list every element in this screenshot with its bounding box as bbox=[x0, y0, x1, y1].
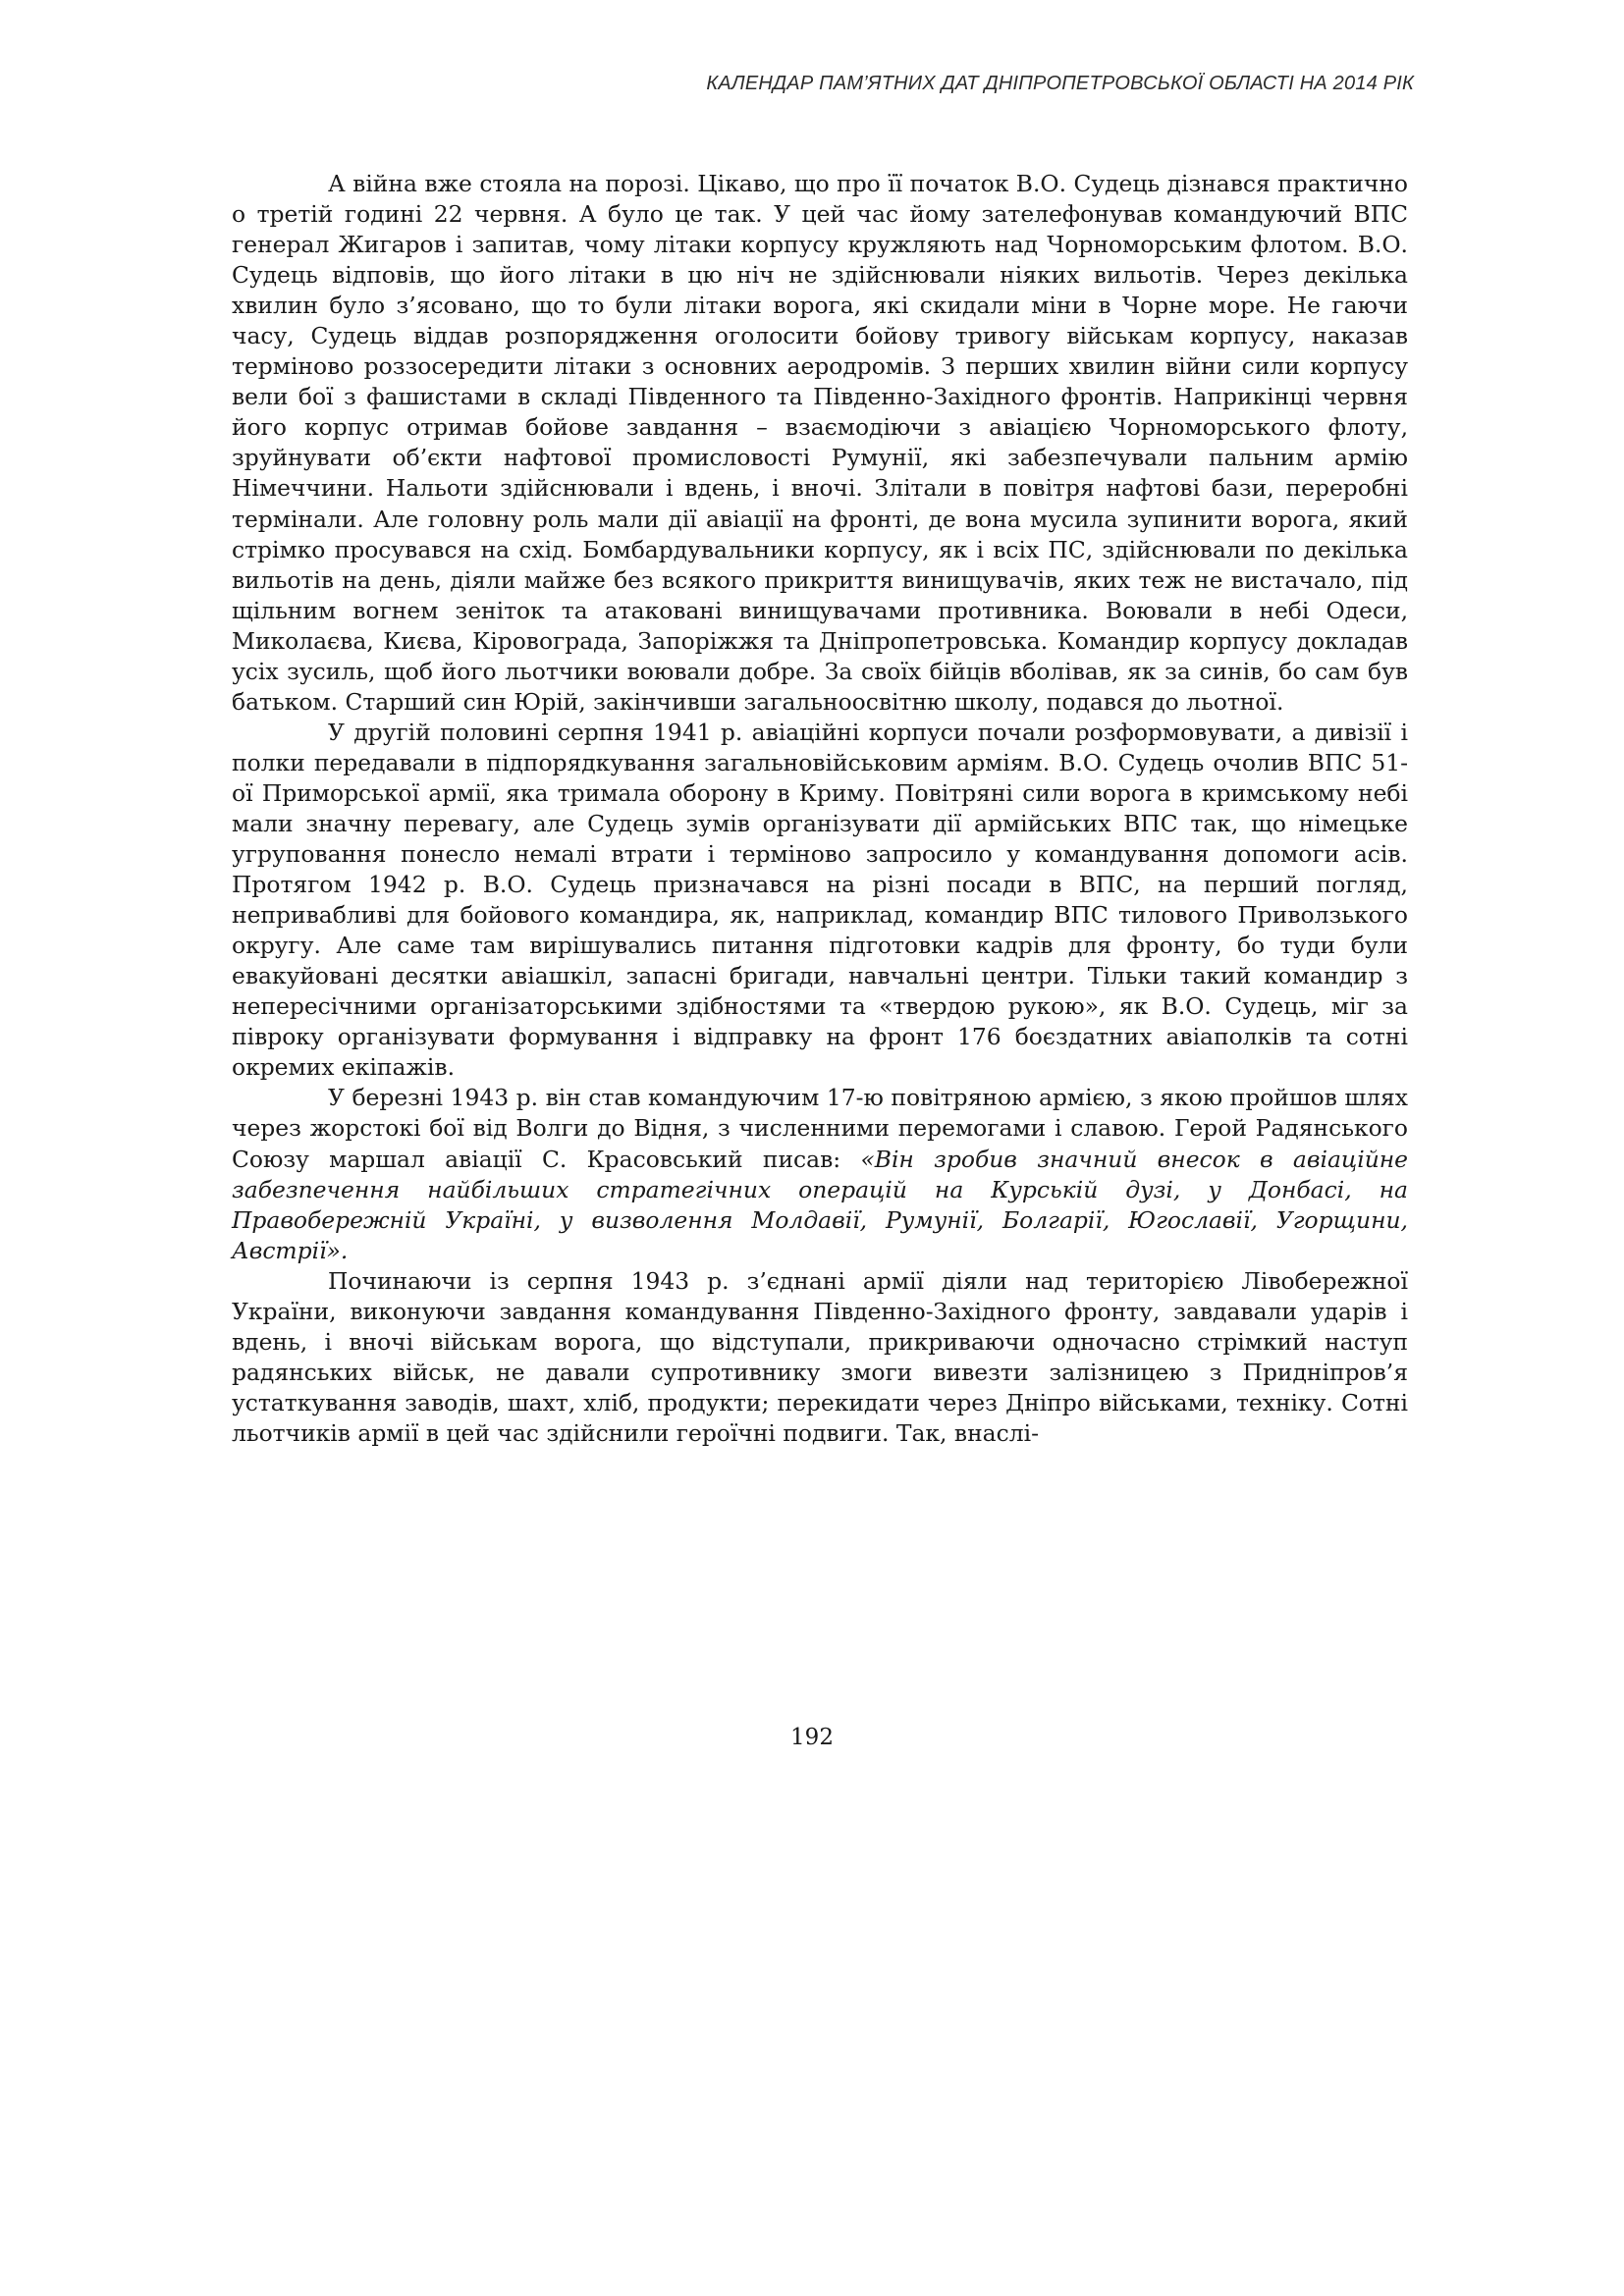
running-header: КАЛЕНДАР ПАМ’ЯТНИХ ДАТ ДНІПРОПЕТРОВСЬКОЇ ОБЛАСТІ НА 2014 РІК bbox=[706, 73, 1414, 94]
page-number: 192 bbox=[790, 1725, 834, 1750]
paragraph-3 bbox=[232, 1083, 1408, 1265]
krasovsky-quote: «Він зробив значний внесок в авіаційне забезпечення найбільших стратегічних операцій на Курській дузі, у Донбасі, на Правобережній Україні, у визволення Молдавії, Румунії, Болгарії, Югославії, Угорщини, Австрії». bbox=[232, 1145, 1409, 1264]
paragraph-1: А війна вже стояла на порозі. Цікаво, що про її початок В.О. Судець дізнався практично о третій годині 22 червня. А було це так. У цей час йому зателефонував командуючий ВПС генерал Жигаров і запитав, чому літаки корпусу кружляють над Чорноморським флотом. В.О. Судець відповів, що його літаки в цю ніч не здійснювали ніяких вильотів. Через декілька хвилин було з’ясовано, що то були літаки ворога, які скидали міни в Чорне море. Не гаючи часу, Судець віддав розпорядження оголосити бойову тривогу військам корпусу, наказав терміново роззосередити літаки з основних аеродромів. З перших хвилин війни сили корпусу вели бої з фашистами в складі Південного та Південно-Західного фронтів. Наприкінці червня його корпус отримав бойове завдання – взаємодіючи з авіацією Чорноморського флоту, зруйнувати об’єкти нафтової промисловості Румунії, які забезпечували пальним армію Німеччини. Нальоти здійснювали і вдень, і вночі. Злітали в повітря нафтові бази, переробні термінали. Але головну роль мали дії авіації на фронті, де вона мусила зупинити ворога, який стрімко просувався на схід. Бомбардувальники корпусу, як і всіх ПС, здійснювали по декілька вильотів на день, діяли майже без всякого прикриття винищувачів, яких теж не вистачало, під щільним вогнем зеніток та атаковані винищувачами противника. Воювали в небі Одеси, Миколаєва, Києва, Кіровограда, Запоріжжя та Дніпропетровська. Командир корпусу докладав усіх зусиль, щоб його льотчики воювали добре. За своїх бійців вболівав, як за синів, бо сам був батьком. Старший син Юрій, закінчивши загальноосвітню школу, подався до льотної. bbox=[232, 170, 1408, 716]
paragraph-3-text: У березні 1943 р. він став командуючим 17-ю повітряною армією, з якою пройшов шлях через жорстокі бої від Волги до Відня, з численними перемогами і славою. Герой Радянського Союзу маршал авіації С. Красовський писав: bbox=[232, 1084, 1408, 1173]
paragraph-4: Починаючи із серпня 1943 р. з’єднані армії діяли над територією Лівобережної України, виконуючи завдання командування Південно-Західного фронту, завдавали ударів і вдень, і вночі військам ворога, що відступали, прикриваючи одночасно стрімкий наступ радянських військ, не давали супротивнику змоги вивезти залізницею з Придніпров’я устаткування заводів, шахт, хліб, продукти; перекидати через Дніпро військами, техніку. Сотні льотчиків армії в цей час здійснили героїчні подвиги. Так, внаслі- bbox=[232, 1266, 1408, 1447]
article-body bbox=[232, 169, 1408, 1449]
paragraph-2: У другій половині серпня 1941 р. авіаційні корпуси почали розформовувати, а дивізії і полки передавали в підпорядкування загальновійськовим арміям. В.О. Судець очолив ВПС 51-ої Приморської армії, яка тримала оборону в Криму. Повітряні сили ворога в кримському небі мали значну перевагу, але Судець зумів організувати дії армійських ВПС так, що німецьке угруповання понесло немалі втрати і терміново запросило у командування допомоги асів. Протягом 1942 р. В.О. Судець призначався на різні посади в ВПС, на перший погляд, непривабливі для бойового командира, як, наприклад, командир ВПС тилового Приволзького округу. Але саме там вирішувались питання підготовки кадрів для фронту, бо туди були евакуйовані десятки авіашкіл, запасні бригади, навчальні центри. Тільки такий командир з непересічними організаторськими здібностями та «твердою рукою», як В.О. Судець, міг за півроку організувати формування і відправку на фронт 176 боєздатних авіаполків та сотні окремих екіпажів. bbox=[232, 718, 1408, 1082]
